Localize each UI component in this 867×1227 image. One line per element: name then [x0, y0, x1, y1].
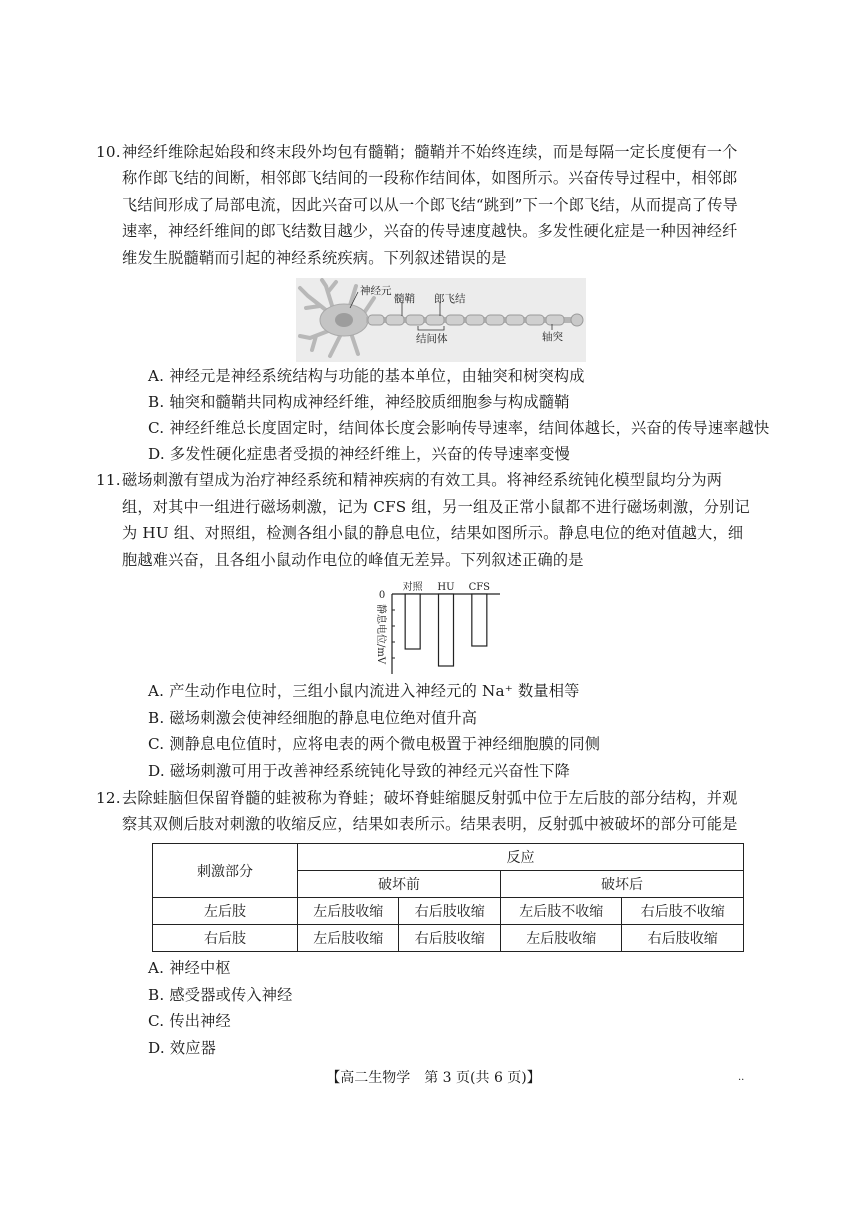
- q11-line-2: 组，对其中一组进行磁场刺激，记为 CFS 组，另一组及正常小鼠都不进行磁场刺激，分别记: [122, 498, 750, 516]
- q11-option-a: A. 产生动作电位时，三组小鼠内流进入神经元的 Na⁺ 数量相等: [148, 682, 580, 700]
- q11-option-d: D. 磁场刺激可用于改善神经系统钝化导致的神经元兴奋性下降: [148, 762, 570, 780]
- category-label-2: CFS: [468, 582, 491, 593]
- category-label-0: 对照: [402, 582, 423, 593]
- table-cell: 左后肢收缩: [298, 898, 399, 925]
- q10-line-3: 飞结间形成了局部电流，因此兴奋可以从一个郎飞结“跳到”下一个郎飞结，从而提高了传导: [122, 196, 739, 214]
- table-cell: 右后肢收缩: [399, 925, 500, 952]
- q11-number: 11.: [96, 471, 121, 489]
- label-axon: 轴突: [542, 331, 563, 343]
- table-cell: 左后肢收缩: [500, 925, 622, 952]
- q10-line-5: 维发生脱髓鞘而引起的神经系统疾病。下列叙述错误的是: [122, 249, 507, 267]
- table-cell: 右后肢收缩: [622, 925, 744, 952]
- q11-line-1: 11.磁场刺激有望成为治疗神经系统和精神疾病的有效工具。将神经系统钝化模型鼠均分为两: [122, 467, 722, 494]
- q10-line-4: 速率，神经纤维间的郎飞结数目越少，兴奋的传导速度越快。多发性硬化症是一种因神经纤: [122, 222, 738, 240]
- y-axis-label: 静息电位/mV: [375, 603, 386, 665]
- q12-line-1: 12.去除蛙脑但保留脊髓的蛙被称为脊蛙；破坏脊蛙缩腿反射弧中位于左后肢的部分结构，并观: [122, 785, 738, 812]
- q12-option-a: A. 神经中枢: [148, 959, 231, 977]
- q11-option-c: C. 测静息电位值时，应将电表的两个微电极置于神经细胞膜的同侧: [148, 735, 601, 753]
- q10-option-c: C. 神经纤维总长度固定时，结间体长度会影响传导速率，结间体越长，兴奋的传导速率越快: [148, 419, 770, 437]
- q10-line-1: 10.神经纤维除起始段和终末段外均包有髓鞘；髓鞘并不始终连续，而是每隔一定长度便有一个: [122, 139, 738, 166]
- q12-line-2: 察其双侧后肢对刺激的收缩反应，结果如表所示。结果表明，反射弧中被破坏的部分可能是: [122, 815, 738, 833]
- label-myelin: 髓鞘: [394, 293, 415, 305]
- header-response: 反应: [298, 844, 744, 871]
- page-footer: 【高二生物学 第 3 页(共 6 页)】: [326, 1070, 541, 1086]
- q12-number: 12.: [96, 789, 121, 807]
- table-cell: 右后肢收缩: [399, 898, 500, 925]
- corner-mark: ..: [738, 1072, 745, 1083]
- y-tick-label: 0: [378, 590, 386, 601]
- bar-2: [472, 594, 487, 646]
- label-node: 郎飞结: [434, 293, 466, 305]
- table-cell: 左后肢: [153, 898, 298, 925]
- label-neuron: 神经元: [360, 285, 392, 297]
- axon-terminal: [571, 314, 583, 326]
- header-stimulus: 刺激部分: [153, 844, 298, 898]
- table-row: [153, 898, 744, 925]
- table-cell: 左后肢收缩: [298, 925, 399, 952]
- table-row: [153, 925, 744, 952]
- nucleus: [335, 313, 353, 327]
- q10-option-a: A. 神经元是神经系统结构与功能的基本单位，由轴突和树突构成: [148, 367, 585, 385]
- table-cell: 右后肢不收缩: [622, 898, 744, 925]
- resting-potential-chart: [368, 578, 508, 676]
- q12-option-b: B. 感受器或传入神经: [148, 986, 293, 1004]
- q12-option-d: D. 效应器: [148, 1039, 217, 1057]
- reflex-table: [152, 843, 744, 952]
- header-after: 破坏后: [500, 871, 743, 898]
- q11-line-4: 胞越难兴奋，且各组小鼠动作电位的峰值无差异。下列叙述正确的是: [122, 551, 584, 569]
- q11-option-b: B. 磁场刺激会使神经细胞的静息电位绝对值升高: [148, 709, 478, 727]
- header-before: 破坏前: [298, 871, 501, 898]
- bar-0: [405, 594, 420, 649]
- neuron-figure: [296, 278, 586, 362]
- table-cell: 左后肢不收缩: [500, 898, 622, 925]
- category-label-1: HU: [437, 582, 455, 593]
- q12-option-c: C. 传出神经: [148, 1012, 231, 1030]
- q10-option-b: B. 轴突和髓鞘共同构成神经纤维，神经胶质细胞参与构成髓鞘: [148, 393, 570, 411]
- label-internode: 结间体: [416, 333, 448, 345]
- q10-line-2: 称作郎飞结的间断，相邻郎飞结间的一段称作结间体，如图所示。兴奋传导过程中，相邻郎: [122, 169, 738, 187]
- q10-number: 10.: [96, 143, 121, 161]
- q11-line-3: 为 HU 组、对照组，检测各组小鼠的静息电位，结果如图所示。静息电位的绝对值越大，细: [122, 524, 744, 542]
- table-cell: 右后肢: [153, 925, 298, 952]
- q10-option-d: D. 多发性硬化症患者受损的神经纤维上，兴奋的传导速率变慢: [148, 445, 570, 463]
- bar-1: [439, 594, 454, 666]
